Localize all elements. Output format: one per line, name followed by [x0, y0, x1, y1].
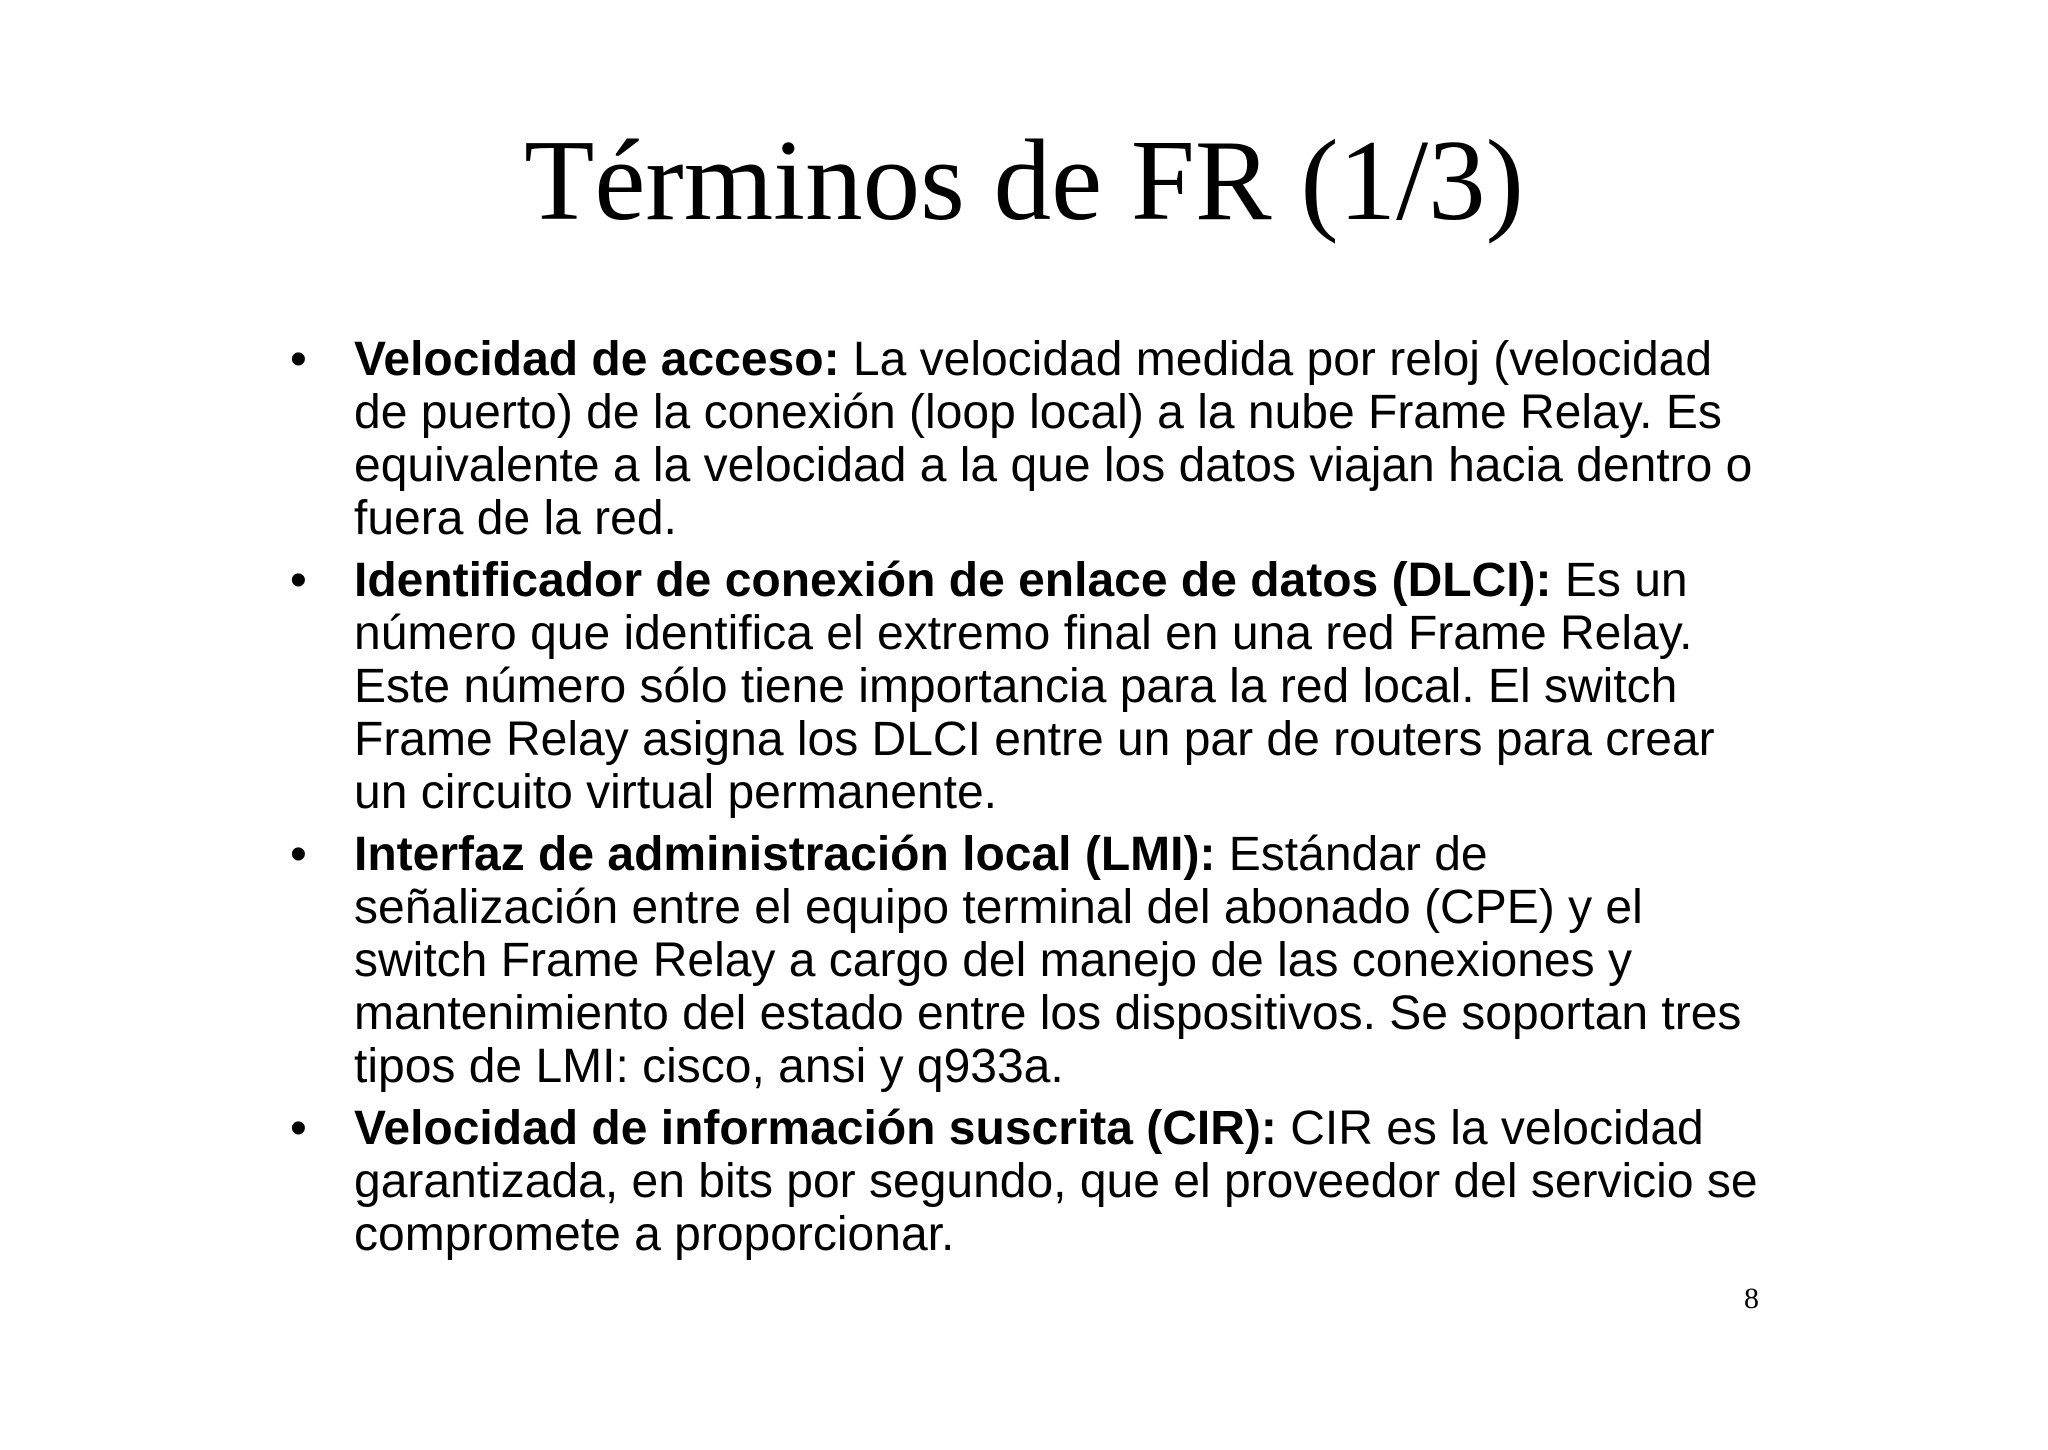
- bullet-text: CIR es la velocidad garantizada, en bits por segundo, que el proveedor del servicio se compromete a proporcionar.: [354, 1102, 1758, 1261]
- bullet-item-velocidad-de-acceso: [287, 333, 1762, 545]
- bullet-item-lmi: [287, 828, 1762, 1093]
- bullet-list: [287, 333, 1762, 1270]
- bullet-item-cir: [287, 1102, 1762, 1261]
- bullet-term: Velocidad de información suscrita (CIR):: [354, 1102, 1291, 1155]
- bullet-text: La velocidad medida por reloj (velocidad de puerto) de la conexión (loop local) a la nube Frame Relay. Es equivalente a la velocidad a la que los datos viajan hacia dentro o fuera de la red.: [354, 333, 1753, 545]
- bullet-term: Velocidad de acceso:: [354, 333, 853, 386]
- bullet-mark: •: [290, 828, 307, 881]
- bullet-term: Identificador de conexión de enlace de datos (DLCI):: [354, 554, 1565, 607]
- bullet-term: Interfaz de administración local (LMI):: [354, 828, 1229, 881]
- page-number: 8: [1744, 1282, 1759, 1315]
- bullet-mark: •: [290, 554, 307, 607]
- slide-title: Términos de FR (1/3): [524, 117, 1524, 244]
- bullet-mark: •: [290, 1102, 307, 1155]
- bullet-mark: •: [290, 333, 307, 386]
- bullet-item-dlci: [287, 554, 1762, 819]
- bullet-text: Estándar de señalización entre el equipo terminal del abonado (CPE) y el switch Frame Relay a cargo del manejo de las conexiones y mantenimiento del estado entre los dispositivos. Se soportan tres tipos de LMI: cisco, ansi y q933a.: [354, 828, 1742, 1093]
- bullet-text: Es un número que identifica el extremo final en una red Frame Relay. Este número sólo tiene importancia para la red local. El switch Frame Relay asigna los DLCI entre un par de routers para crear un circuito virtual permanente.: [354, 554, 1715, 819]
